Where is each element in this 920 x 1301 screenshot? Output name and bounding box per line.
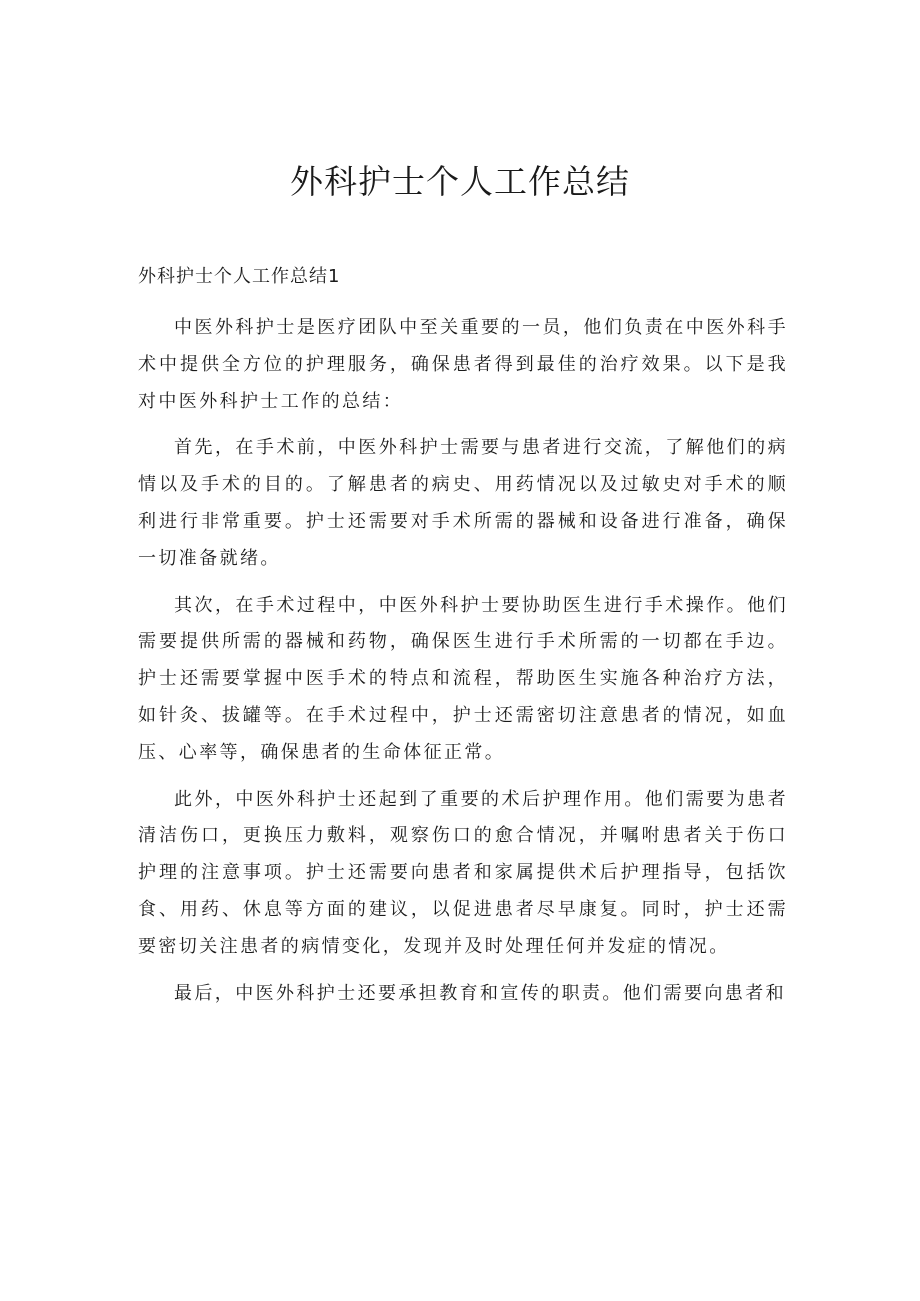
paragraph-intro: 中医外科护士是医疗团队中至关重要的一员，他们负责在中医外科手术中提供全方位的护理服务，确保患者得到最佳的治疗效果。以下是我对中医外科护士工作的总结：: [138, 317, 788, 412]
paragraph-postoperative: 此外，中医外科护士还起到了重要的术后护理作用。他们需要为患者清洁伤口，更换压力敷料，观察伤口的愈合情况，并嘱咐患者关于伤口护理的注意事项。护士还需要向患者和家属提供术后护理指导，包括饮食、用药、休息等方面的建议，以促进患者尽早康复。同时，护士还需要密切关注患者的病情变化，发现并及时处理任何并发症的情况。: [138, 788, 788, 957]
paragraph-preoperative: 首先，在手术前，中医外科护士需要与患者进行交流，了解他们的病情以及手术的目的。了解患者的病史、用药情况以及过敏史对手术的顺利进行非常重要。护士还需要对手术所需的器械和设备进行准备，确保一切准备就绪。: [138, 437, 788, 569]
paragraph-education: 最后，中医外科护士还要承担教育和宣传的职责。他们需要向患者和: [174, 982, 786, 1004]
document-title: 外科护士个人工作总结: [290, 162, 630, 201]
paragraph-intraoperative: 其次，在手术过程中，中医外科护士要协助医生进行手术操作。他们需要提供所需的器械和药物，确保医生进行手术所需的一切都在手边。护士还需要掌握中医手术的特点和流程，帮助医生实施各种治疗方法，如针灸、拔罐等。在手术过程中，护士还需密切注意患者的情况，如血压、心率等，确保患者的生命体征正常。: [138, 594, 788, 763]
document-body: [138, 310, 788, 1022]
section-heading: 外科护士个人工作总结1: [138, 266, 341, 287]
